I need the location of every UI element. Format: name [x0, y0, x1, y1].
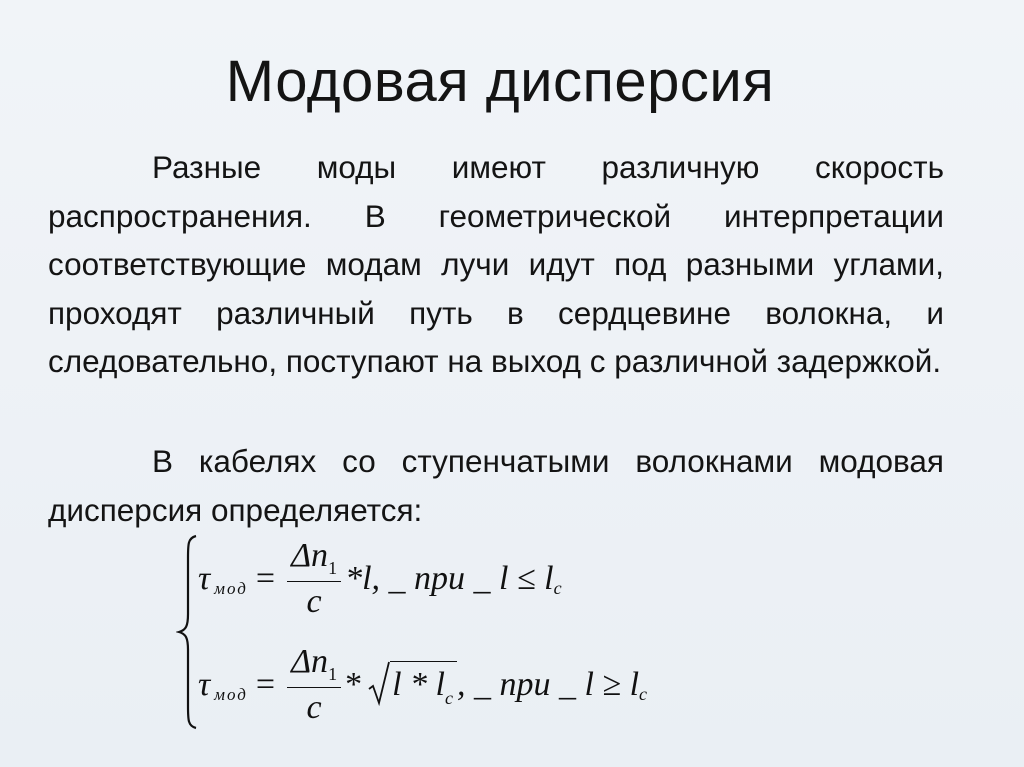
- fraction: [287, 643, 341, 728]
- paragraph-step-index-cables: В кабелях со ступенчатыми волокнами модовая дисперсия определяется:: [48, 443, 944, 528]
- equals-sign: =: [255, 666, 276, 703]
- paragraph-mode-speed: Разные моды имеют различную скорость распространения. В геометрической интерпретации соответствующие модам лучи идут под разными углами, проходят различный путь в сердцевине волокна, и следовательно, поступают на выход с различной задержкой.: [48, 149, 944, 379]
- formula-line-1: [198, 536, 562, 622]
- radical-sign-icon: [368, 661, 390, 707]
- fraction-numerator: $\Delta n_1$: [287, 643, 341, 688]
- tau-symbol: τ: [198, 560, 211, 597]
- equals-sign: =: [255, 560, 276, 597]
- multiply-star: *: [345, 666, 363, 703]
- fraction: [287, 537, 341, 622]
- condition-subscript: c: [639, 683, 648, 704]
- formula-line-2: [198, 642, 647, 728]
- fraction-numerator: $\Delta n_1$: [287, 537, 341, 582]
- condition-text: *l, _ при _ l ≤ l: [345, 560, 554, 597]
- tau-symbol: τ: [198, 666, 211, 703]
- condition-text: , _ при _ l ≥ l: [456, 666, 640, 703]
- fraction-denominator: c: [306, 688, 322, 726]
- radicand: l * $l_c$: [390, 661, 457, 710]
- square-root: [368, 661, 457, 710]
- modal-dispersion-formula: [176, 532, 736, 732]
- condition-subscript: c: [553, 577, 562, 598]
- slide-title: Модовая дисперсия: [225, 49, 775, 114]
- tau-subscript: мод: [214, 579, 248, 598]
- fraction-denominator: c: [306, 582, 322, 620]
- tau-subscript: мод: [214, 685, 248, 704]
